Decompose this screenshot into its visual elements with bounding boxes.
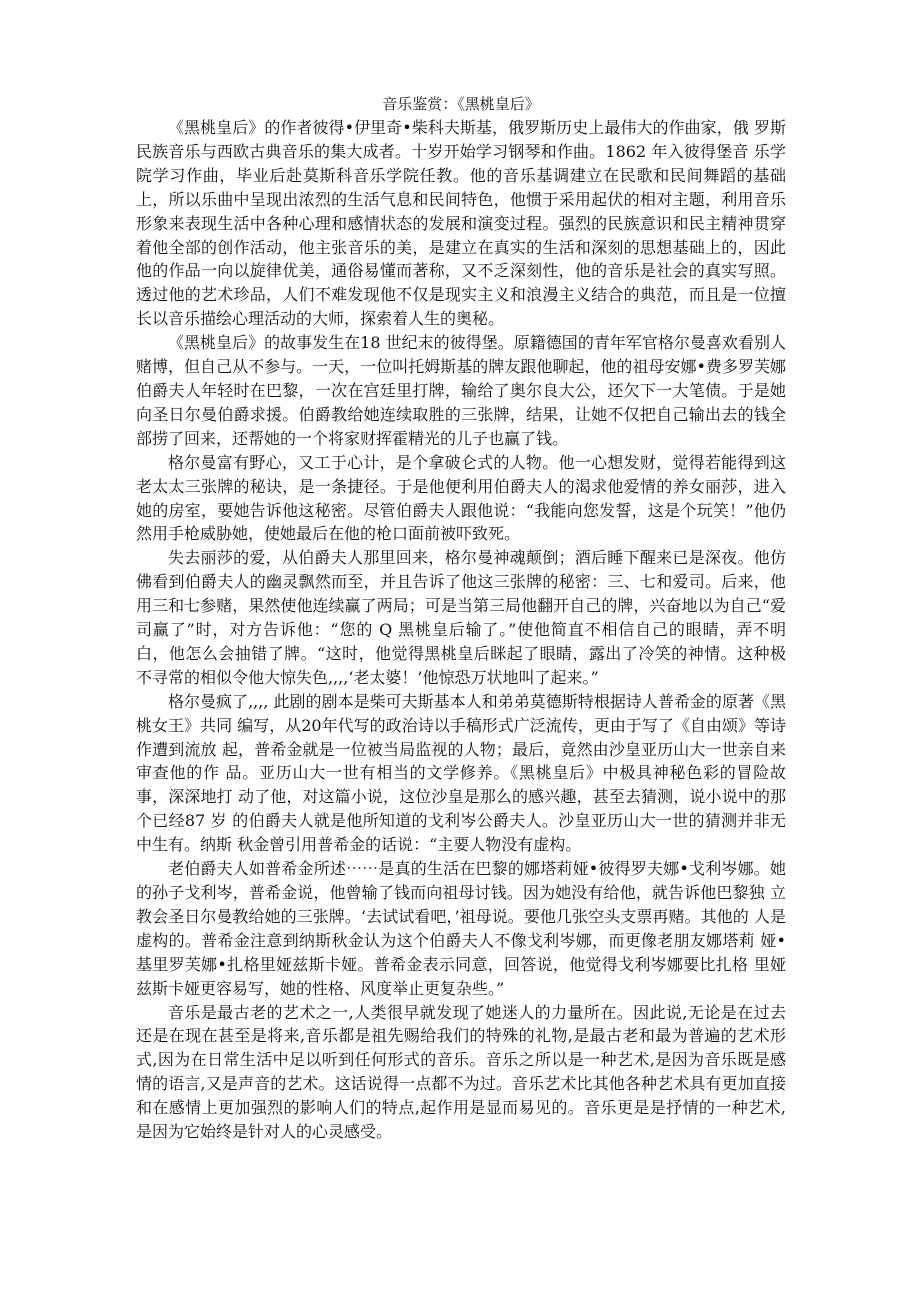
- document-page: [136, 92, 786, 1144]
- paragraph-story-origin: 《黑桃皇后》的故事发生在18 世纪末的彼得堡。原籍德国的青年军官格尔曼喜欢看别人赌博，但自己从不参与。一天，一位叫托姆斯基的牌友跟他聊起，他的祖母安娜•费多罗芙娜伯爵夫人年轻时在巴黎，一次在宫廷里打牌，输给了奥尔良大公，还欠下一大笔债。于是她向圣日尔曼伯爵求援。伯爵教给她连续取胜的三张牌，结果，让她不仅把自己输出去的钱全部捞了回来，还帮她的一个将家财挥霍精光的儿子也赢了钱。: [136, 333, 786, 448]
- paragraph-herman-ambition: 格尔曼富有野心，又工于心计，是个拿破仑式的人物。他一心想发财，觉得若能得到这 老太太三张牌的秘诀，是一条捷径。于是他便利用伯爵夫人的渴求他爱情的养女丽莎，进入 她的房室，要她告诉他这秘密。尽管伯爵夫人跟他说：“我能向您发誓，这是个玩笑！”他仍 然用手枪威胁她，使她最后在他的枪口面前被吓致死。: [136, 452, 786, 544]
- paragraph-music-art: 音乐是最古老的艺术之一,人类很早就发现了她迷人的力量所在。因此说,无论是在过去还是在现在甚至是将来,音乐都是祖先赐给我们的特殊的礼物,是最古老和最为普遍的艺术形式,因为在日常生活中足以听到任何形式的音乐。音乐之所以是一种艺术,是因为音乐既是感情的语言,又是声音的艺术。这话说得一点都不为过。音乐艺术比其他各种艺术具有更加直接和在感情上更加强烈的影响人们的特点,起作用是显而易见的。音乐更是是抒情的一种艺术,是因为它始终是针对人的心灵感受。: [136, 1002, 786, 1142]
- paragraph-libretto-pushkin: 格尔曼疯了,,,, 此剧的剧本是柴可夫斯基本人和弟弟莫德斯特根据诗人普希金的原著《黑桃女王》共同 编写，从20年代写的政治诗以手稿形式广泛流传，更由于写了《自由颂》等诗作遭到流放 起，普希金就是一位被当局监视的人物；最后，竟然由沙皇亚历山大一世亲自来审查他的作 品。亚历山大一世有相当的文学修养。《黑桃皇后》中极具神秘色彩的冒险故事，深深地打 动了他，对这篇小说，这位沙皇是那么的感兴趣，甚至去猜测，说小说中的那个已经87 岁 的伯爵夫人就是他所知道的戈利岑公爵夫人。沙皇亚历山大一世的猜测并非无中生有。纳斯 秋金曾引用普希金的话说：“主要人物没有虚构。: [136, 691, 786, 855]
- paragraph-three-cards: 失去丽莎的爱，从伯爵夫人那里回来，格尔曼神魂颠倒；酒后睡下醒来已是深夜。他仿 佛看到伯爵夫人的幽灵飘然而至，并且告诉了他这三张牌的秘密：三、七和爱司。后来，他 用三和七参赌，果然使他连续赢了两局；可是当第三局他翻开自己的牌，兴奋地以为自己“爱 司赢了”时，对方告诉他：“您的 Q 黑桃皇后输了。”使他简直不相信自己的眼睛，弄不明 白，他怎么会抽错了牌。“这时，他觉得黑桃皇后眯起了眼睛，露出了冷笑的神情。这种极 不寻常的相似令他大惊失色,,,,‘老太婆！’他惊恐万状地叫了起来。”: [136, 548, 786, 687]
- document-title: 音乐鉴赏：《黑桃皇后》: [382, 95, 540, 113]
- paragraph-composer-bio: 《黑桃皇后》的作者彼得•伊里奇•柴科夫斯基，俄罗斯历史上最伟大的作曲家，俄 罗斯民族音乐与西欧古典音乐的集大成者。十岁开始学习钢琴和作曲。1862 年入彼得堡音 乐学院学习作曲，毕业后赴莫斯科音乐学院任教。他的音乐基调建立在民歌和民间舞蹈的基础上，所以乐曲中呈现出浓烈的生活气息和民间特色，他惯于采用起伏的相对主题，利用音乐形象来表现生活中各种心理和感情状态的发展和演变过程。强烈的民族意识和民主精神贯穿着他全部的创作活动，他主张音乐的美，是建立在真实的生活和深刻的思想基础上的，因此他的作品一向以旋律优美，通俗易懂而著称，又不乏深刻性，他的音乐是社会的真实写照。透过他的艺术珍品，人们不难发现他不仅是现实主义和浪漫主义结合的典范，而且是一位擅长以音乐描绘心理活动的大师，探索着人生的奥秘。: [136, 118, 786, 329]
- paragraph-countess-prototype: 老伯爵夫人如普希金所述⋯⋯是真的生活在巴黎的娜塔莉娅•彼得罗夫娜•戈利岑娜。她的孙子戈利岑，普希金说，他曾输了钱而向祖母讨钱。因为她没有给他，就告诉他巴黎独 立教会圣日尔曼教给她的三张牌。‘去试试看吧，’祖母说。要他几张空头支票再赌。其他的 人是虚构的。普希金注意到纳斯秋金认为这个伯爵夫人不像戈利岑娜，而更像老朋友娜塔莉 娅•基里罗芙娜•扎格里娅兹斯卡娅。普希金表示同意，回答说，他觉得戈利岑娜要比扎格 里娅兹斯卡娅更容易写，她的性格、风度举止更复杂些。”: [136, 859, 786, 998]
